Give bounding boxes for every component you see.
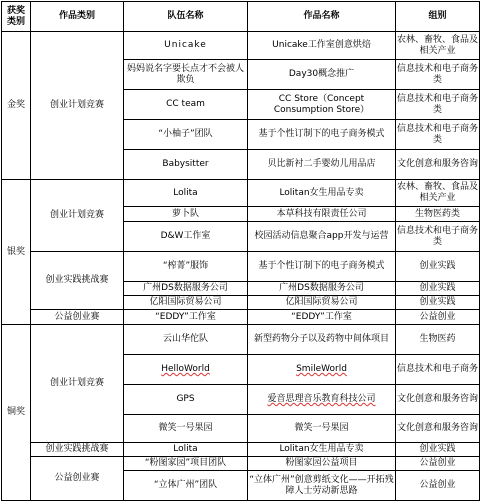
group-cell: 生物医药类 xyxy=(396,207,480,222)
team-cell: Babysitter xyxy=(124,150,248,180)
team-cell: “粉图家园”项目团队 xyxy=(124,457,248,471)
work-cell: 新型药物分子以及药物中间体项目 xyxy=(248,325,396,355)
work-cell: CC Store（Concept Consumption Store） xyxy=(248,90,396,120)
work-cell: 爱音思理音乐教育科技公司 xyxy=(248,385,396,415)
category-practice: 创业实践挑战赛 xyxy=(31,252,124,310)
work-cell: 贝比新衬二手婴幼儿用品店 xyxy=(248,150,396,180)
team-cell: 妈妈说名字要长点才不会被人欺负 xyxy=(124,60,248,90)
header-category: 作品类别 xyxy=(31,2,124,32)
team-cell: CC team xyxy=(124,90,248,120)
table-row xyxy=(2,32,480,60)
work-cell: 基于个性订制下的电子商务模式 xyxy=(248,252,396,282)
category-public: 公益创业赛 xyxy=(31,457,124,501)
table-row xyxy=(2,252,480,282)
work-cell: Lolitan女生用品专卖 xyxy=(248,180,396,207)
team-cell: “EDDY”工作室 xyxy=(124,310,248,325)
award-bronze: 铜奖 xyxy=(2,325,31,501)
group-cell: 信息技术和电子商务类 xyxy=(396,60,480,90)
group-cell: 生物医药 xyxy=(396,325,480,355)
group-cell: 文化创意和服务咨询 xyxy=(396,150,480,180)
group-cell: 公益创业 xyxy=(396,457,480,471)
group-cell: 信息技术和电子商务 xyxy=(396,355,480,385)
team-cell: Lolita xyxy=(124,443,248,457)
work-cell: Lolitan女生用品专卖 xyxy=(248,443,396,457)
team-cell: “榨菁”服饰 xyxy=(124,252,248,282)
team-cell: D&W工作室 xyxy=(124,222,248,252)
award-gold: 金奖 xyxy=(2,32,31,180)
category-plan: 创业计划竞赛 xyxy=(31,325,124,443)
category-practice: 创业实践挑战赛 xyxy=(31,443,124,457)
award-table xyxy=(1,1,480,501)
work-cell: Day30概念推广 xyxy=(248,60,396,90)
work-cell: “EDDY”工作室 xyxy=(248,310,396,325)
header-group: 组别 xyxy=(396,2,480,32)
work-cell: 广州DS数据服务公司 xyxy=(248,282,396,296)
group-cell: 创业实践 xyxy=(396,252,480,282)
group-cell: 信息技术和电子商务类 xyxy=(396,222,480,252)
team-cell: 云山华佗队 xyxy=(124,325,248,355)
group-cell: 公益创业 xyxy=(396,310,480,325)
category-public: 公益创业赛 xyxy=(31,310,124,325)
team-cell: 亿阳国际贸易公司 xyxy=(124,296,248,310)
group-cell: 农林、畜牧、食品及相关产业 xyxy=(396,32,480,60)
work-cell: 粉图家园公益项目 xyxy=(248,457,396,471)
table-row xyxy=(2,310,480,325)
category-plan: 创业计划竞赛 xyxy=(31,180,124,252)
team-cell: 广州DS数据服务公司 xyxy=(124,282,248,296)
group-cell: 创业实践 xyxy=(396,282,480,296)
work-cell: 校园活动信息聚合app开发与运营 xyxy=(248,222,396,252)
work-cell: 基于个性订制下的电子商务模式 xyxy=(248,120,396,150)
group-cell: 信息技术和电子商务类 xyxy=(396,90,480,120)
header-award: 获奖类别 xyxy=(2,2,31,32)
group-cell: 文化创意和服务咨询 xyxy=(396,385,480,415)
table-row xyxy=(2,180,480,207)
work-cell: 本草科技有限责任公司 xyxy=(248,207,396,222)
group-cell: 文化创意和服务咨询 xyxy=(396,415,480,443)
team-cell: 微笑一号果园 xyxy=(124,415,248,443)
work-cell: Unicake工作室创意烘焙 xyxy=(248,32,396,60)
group-cell: 农林、畜牧、食品及相关产业 xyxy=(396,180,480,207)
work-cell: SmileWorld xyxy=(248,355,396,385)
header-team: 队伍名称 xyxy=(124,2,248,32)
group-cell: 信息技术和电子商务类 xyxy=(396,120,480,150)
table-row xyxy=(2,443,480,457)
team-cell: “小柚子”团队 xyxy=(124,120,248,150)
header-work: 作品名称 xyxy=(248,2,396,32)
work-cell: “立体广州”创意剪纸文化——开拓残障人士劳动新思路 xyxy=(248,471,396,501)
header-row xyxy=(2,2,480,32)
team-cell: GPS xyxy=(124,385,248,415)
team-cell: Unicake xyxy=(124,32,248,60)
team-cell: HelloWorld xyxy=(124,355,248,385)
team-cell: 萝卜队 xyxy=(124,207,248,222)
work-cell: 微笑一号果园 xyxy=(248,415,396,443)
work-cell: 亿阳国际贸易公司 xyxy=(248,296,396,310)
team-cell: “立体广州”团队 xyxy=(124,471,248,501)
table-row xyxy=(2,457,480,471)
group-cell: 创业实践 xyxy=(396,296,480,310)
group-cell: 创业实践 xyxy=(396,443,480,457)
table-row xyxy=(2,325,480,355)
award-silver: 银奖 xyxy=(2,180,31,325)
team-cell: Lolita xyxy=(124,180,248,207)
group-cell: 公益创业 xyxy=(396,471,480,501)
category-plan: 创业计划竞赛 xyxy=(31,32,124,180)
